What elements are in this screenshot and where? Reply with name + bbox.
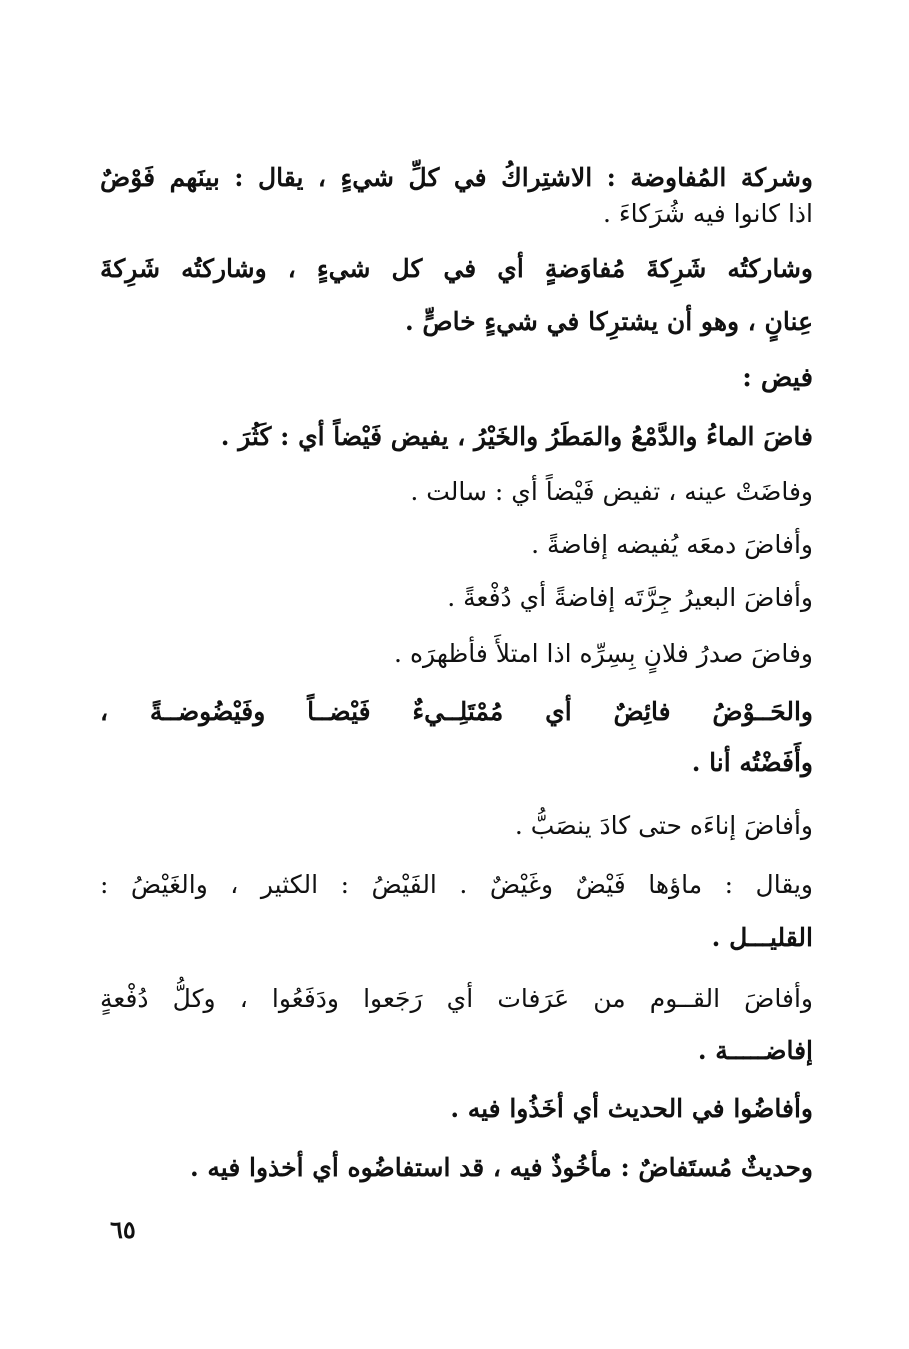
section-heading: فيض : — [742, 363, 813, 393]
text-line-17: وأفاضُوا في الحديث أي أخَذُوا فيه . — [450, 1094, 813, 1123]
text-line-2: اذا كانوا فيه شُرَكاءَ . — [602, 199, 813, 228]
text-line-5: فاضَ الماءُ والدَّمْعُ والمَطَرُ والخَيْرُ ، يفيض فَيْضاً أي : كَثُرَ . — [220, 422, 813, 451]
text-line-18: وحديثٌ مُستَفاضٌ : مأخُوذٌ فيه ، قد استفاضُوه أي أخذوا فيه . — [190, 1153, 813, 1182]
text-line-1: وشركة المُفاوضة : الاشتِراكُ في كلِّ شيءٍ ، يقال : بينَهم فَوْضٌ — [100, 163, 813, 192]
text-line-8: وأفاضَ البعيرُ جِرَّتَه إفاضةً أي دُفْعةً . — [447, 583, 813, 612]
text-line-4: عِنانٍ ، وهو أن يشترِكا في شيءٍ خاصٍّ . — [404, 307, 813, 336]
page-number: ٦٥ — [110, 1215, 136, 1244]
text-line-16: إفاضـــــة . — [697, 1036, 813, 1065]
text-line-10: والحَــوْضُ فائِضٌ أي مُمْتَلِــيءٌ فَيْضــاً وفَيْضُوضــةً ، — [100, 697, 813, 726]
text-line-11: وأَفَضْتُه أنا . — [691, 748, 813, 777]
text-line-9: وفاضَ صدرُ فلانٍ بِسِرِّه اذا امتلأَ فأظهرَه . — [394, 639, 813, 668]
text-line-14: القليـــل . — [711, 923, 813, 952]
text-line-13: ويقال : ماؤها فَيْضٌ وغَيْضٌ . الفَيْضُ : الكثير ، والغَيْضُ : — [100, 870, 813, 899]
text-line-3: وشاركتُه شَرِكةَ مُفاوَضةٍ أي في كل شيءٍ ، وشاركتُه شَرِكةَ — [100, 254, 813, 283]
text-line-6: وفاضَتْ عينه ، تفيض فَيْضاً أي : سالت . — [410, 477, 813, 506]
text-line-15: وأفاضَ القــوم من عَرَفات أي رَجَعوا ودَفَعُوا ، وكلُّ دُفْعةٍ — [100, 984, 813, 1013]
text-line-12: وأفاضَ إناءَه حتى كادَ ينصَبُّ . — [514, 811, 813, 840]
text-line-7: وأفاضَ دمعَه يُفيضه إفاضةً . — [531, 530, 813, 559]
